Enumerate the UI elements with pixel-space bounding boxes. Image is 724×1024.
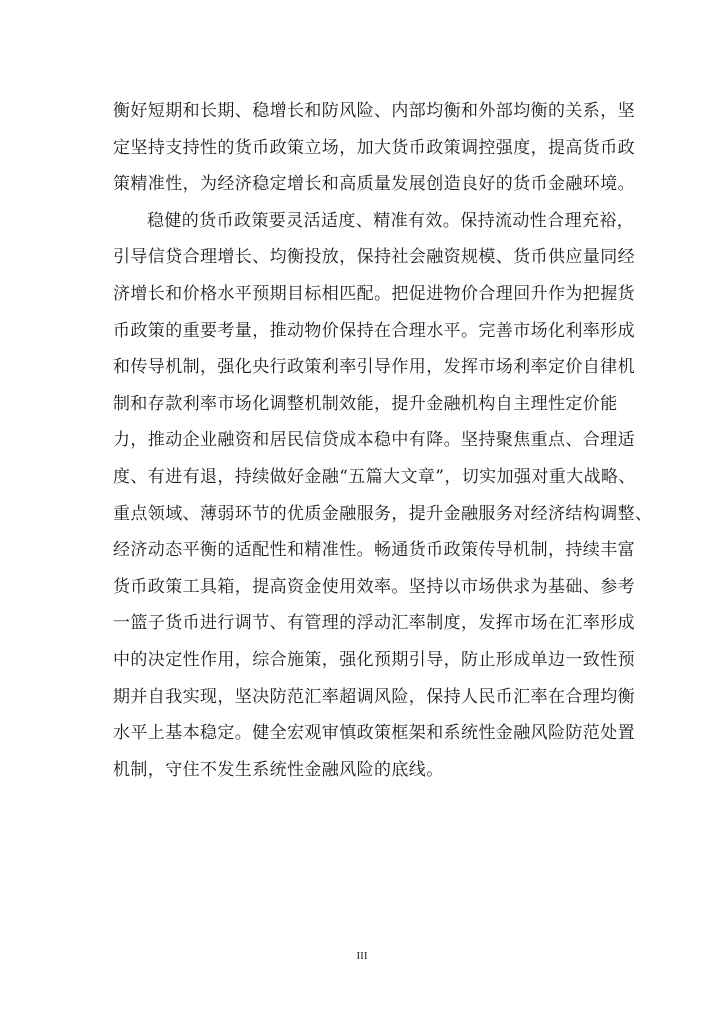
text-line: 一篮子货币进行调节、有管理的浮动汇率制度，发挥市场在汇率形成 [113,613,635,634]
text-line: 济增长和价格水平预期目标相匹配。把促进物价合理回升作为把握货 [113,283,635,304]
text-line: 机制，守住不发生系统性金融风险的底线。 [113,759,444,780]
text-line: 定坚持支持性的货币政策立场，加大货币政策调控强度，提高货币政 [113,137,635,158]
text-line: 力，推动企业融资和居民信贷成本稳中有降。坚持聚焦重点、合理适 [113,430,635,451]
text-line: 稳健的货币政策要灵活适度、精准有效。保持流动性合理充裕， [147,210,635,231]
text-line: 策精准性，为经济稳定增长和高质量发展创造良好的货币金融环境。 [113,174,635,195]
text-line: 水平上基本稳定。健全宏观审慎政策框架和系统性金融风险防范处置 [113,723,635,744]
text-line: 衡好短期和长期、稳增长和防风险、内部均衡和外部均衡的关系，坚 [113,101,635,121]
text-line: 重点领域、薄弱环节的优质金融服务，提升金融服务对经济结构调整、 [113,503,653,524]
text-line: 中的决定性作用，综合施策，强化预期引导，防止形成单边一致性预 [113,649,635,670]
text-line: 期并自我实现，坚决防范汇率超调风险，保持人民币汇率在合理均衡 [113,686,635,707]
page-number: III [356,950,368,962]
body-text [113,93,653,788]
text-line: 经济动态平衡的适配性和精准性。畅通货币政策传导机制，持续丰富 [113,540,635,561]
text-line: 货币政策工具箱，提高资金使用效率。坚持以市场供求为基础、参考 [113,576,635,597]
text-line: 制和存款利率市场化调整机制效能，提升金融机构自主理性定价能 [113,393,618,414]
text-line: 币政策的重要考量，推动物价保持在合理水平。完善市场化利率形成 [113,320,635,341]
text-line: 和传导机制，强化央行政策利率引导作用，发挥市场利率定价自律机 [113,357,635,378]
text-line: 度、有进有退，持续做好金融“五篇大文章”，切实加强对重大战略、 [113,466,636,487]
text-line: 引导信贷合理增长、均衡投放，保持社会融资规模、货币供应量同经 [113,247,635,268]
